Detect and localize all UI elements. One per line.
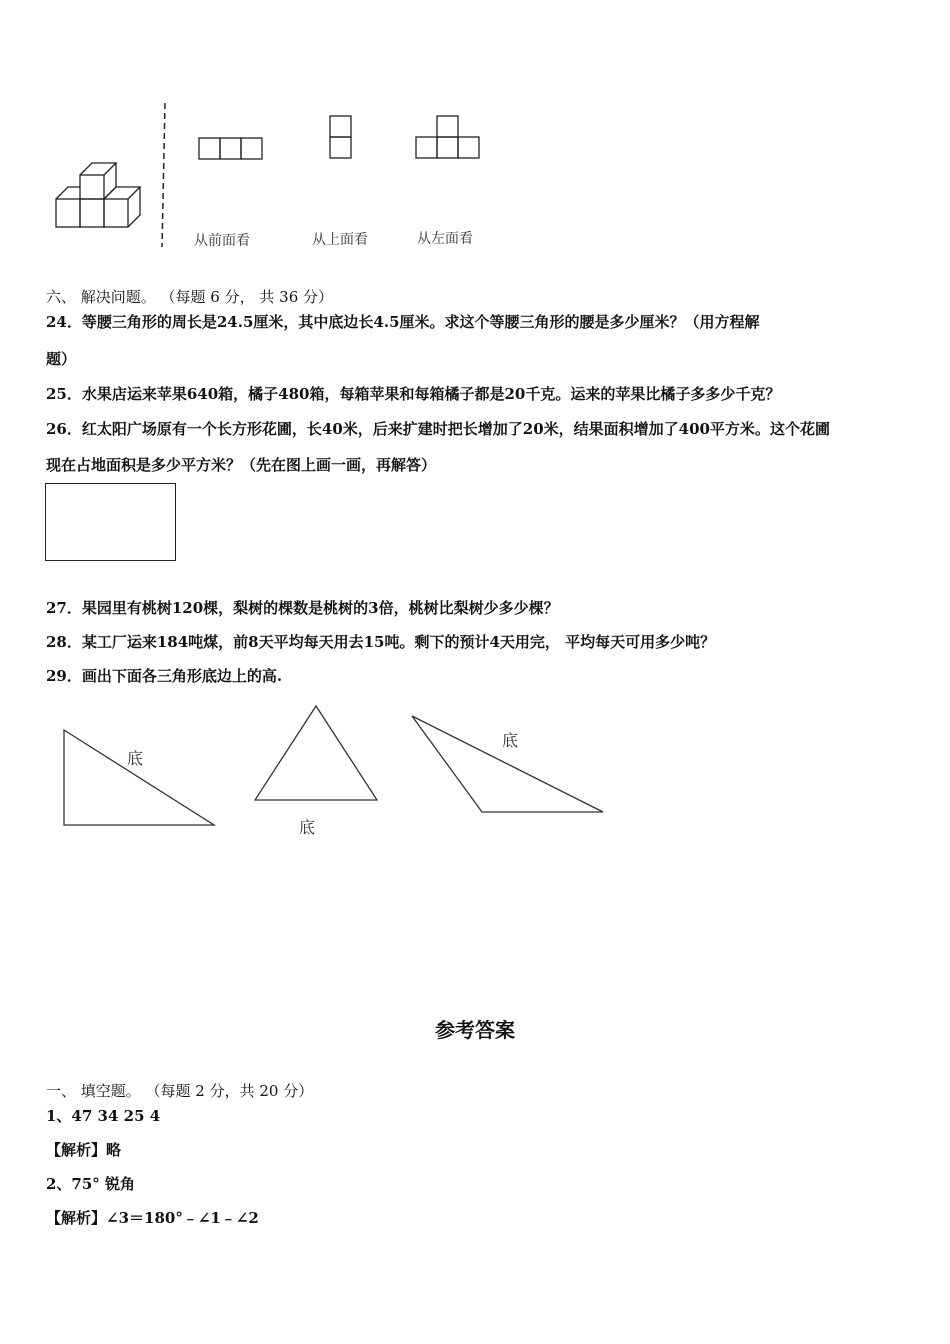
left-view-drawing [416, 116, 479, 158]
triangle-1-base-label: 底 [127, 749, 144, 768]
triangle-2 [255, 706, 377, 800]
top-view-drawing [330, 116, 351, 158]
question-27: 27．果园里有桃树120棵，梨树的棵数是桃树的3倍，桃树比梨树少多少棵？ [46, 599, 559, 617]
question-25: 25．水果店运来苹果640箱，橘子480箱，每箱苹果和每箱橘子都是20千克。运来的苹果比橘子多多少千克？ [46, 385, 781, 403]
triangle-1 [64, 730, 214, 825]
triangle-2-base-label: 底 [299, 818, 316, 837]
triangles-figure [50, 700, 620, 840]
question-28: 28．某工厂运来184吨煤，前8天平均每天用去15吨。剩下的预计4天用完， 平均每天可用多少吨？ [46, 633, 716, 651]
question-24-line1: 24．等腰三角形的周长是24.5厘米，其中底边长4.5厘米。求这个等腰三角形的腰是多少厘米？（用方程解 [46, 313, 760, 331]
question-24-line2: 题） [46, 350, 77, 368]
answers-section-1-header: 一、 填空题。 （每题 2 分，共 20 分） [46, 1082, 314, 1100]
answer-1-analysis: 【解析】略 [46, 1141, 122, 1159]
top-view-label: 从上面看 [312, 232, 368, 248]
answer-1: 1、47 34 25 4 [46, 1107, 161, 1125]
question-26-line1: 26．红太阳广场原有一个长方形花圃，长40米，后来扩建时把长增加了20米，结果面积增加了400平方米。这个花圃 [46, 420, 830, 438]
dashed-divider [162, 103, 165, 247]
left-view-label: 从左面看 [417, 231, 473, 247]
section-6-header: 六、 解决问题。 （每题 6 分， 共 36 分） [46, 288, 334, 306]
answer-2: 2、75° 锐角 [46, 1175, 136, 1193]
cube-stack-drawing [56, 163, 140, 227]
question-26-line2: 现在占地面积是多少平方米？（先在图上画一画，再解答） [46, 456, 437, 474]
triangle-3-base-label: 底 [502, 731, 519, 750]
answer-2-analysis: 【解析】∠3＝180°﹣∠1﹣∠2 [46, 1209, 259, 1227]
front-view-drawing [199, 138, 262, 159]
question-29: 29．画出下面各三角形底边上的高. [46, 667, 283, 685]
answers-title: 参考答案 [435, 1018, 515, 1042]
garden-rectangle [45, 483, 176, 561]
front-view-label: 从前面看 [194, 233, 250, 249]
